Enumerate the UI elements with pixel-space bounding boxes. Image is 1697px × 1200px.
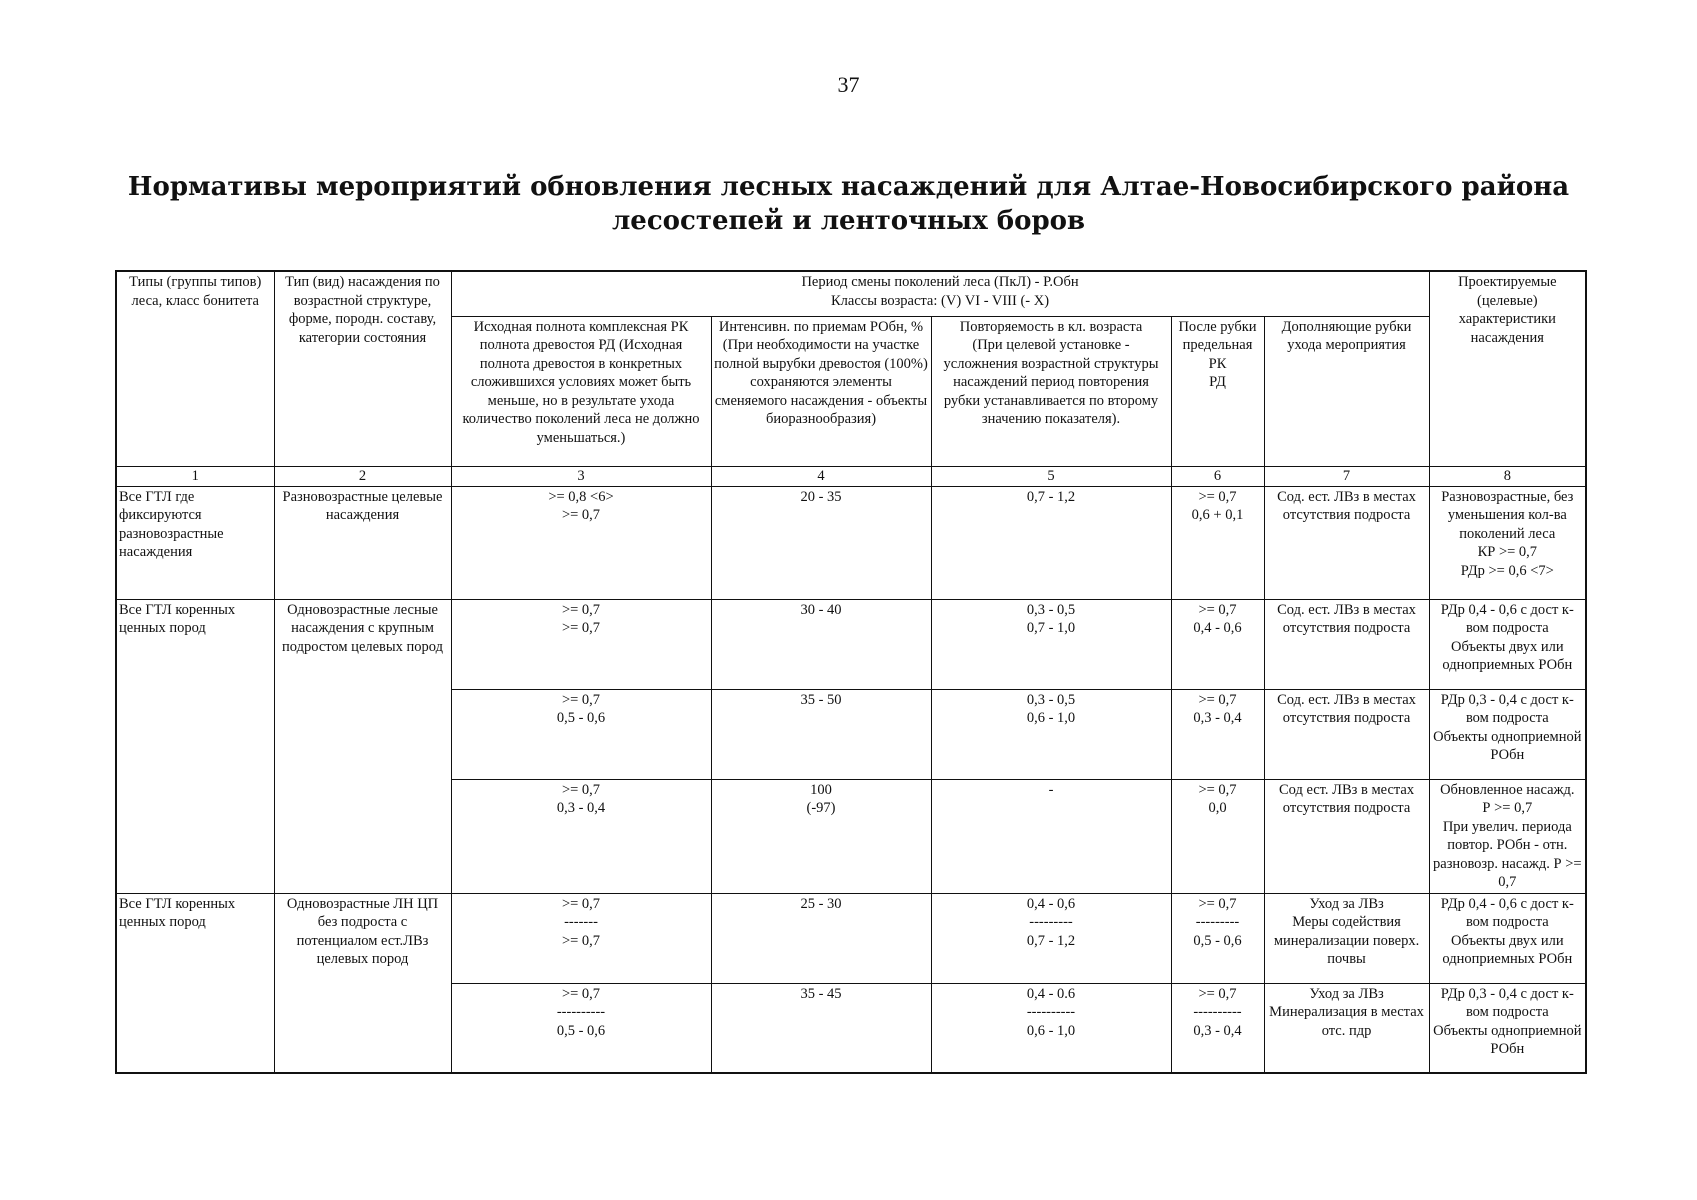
after-cutting-cell: >= 0,7 0,6 + 0,1 [1171, 486, 1264, 599]
forest-type-cell: Все ГТЛ где фиксируются разновозрастные насаждения [116, 486, 274, 599]
after-cutting-cell: >= 0,7 --------- 0,5 - 0,6 [1171, 893, 1264, 983]
after-cutting-cell: >= 0,7 0,4 - 0,6 [1171, 599, 1264, 689]
column-number: 1 [116, 466, 274, 486]
title-line-2: лесостепей и ленточных боров [611, 206, 1086, 236]
after-cutting-cell: >= 0,7 ---------- 0,3 - 0,4 [1171, 983, 1264, 1073]
header-after-cutting: После рубки предельная РК РД [1171, 316, 1264, 466]
repeatability-cell: 0,3 - 0,5 0,6 - 1,0 [931, 689, 1171, 779]
intensity-cell: 35 - 50 [711, 689, 931, 779]
table-row [116, 486, 1586, 599]
initial-density-cell: >= 0,7 0,5 - 0,6 [451, 689, 711, 779]
target-cell: Разновозрастные, без уменьшения кол-ва поколений леса КР >= 0,7 РДр >= 0,6 <7> [1429, 486, 1586, 599]
measures-cell: Сод. ест. ЛВз в местах отсутствия подроста [1264, 486, 1429, 599]
intensity-cell: 20 - 35 [711, 486, 931, 599]
target-cell: РДр 0,4 - 0,6 с дост к-вом подроста Объекты двух или одноприемных РОбн [1429, 599, 1586, 689]
column-number: 2 [274, 466, 451, 486]
measures-cell: Сод. ест. ЛВз в местах отсутствия подроста [1264, 599, 1429, 689]
target-cell: РДр 0,4 - 0,6 с дост к-вом подроста Объекты двух или одноприемных РОбн [1429, 893, 1586, 983]
page-number: 37 [837, 72, 860, 97]
table-row [116, 893, 1586, 983]
measures-cell: Уход за ЛВз Минерализация в местах отс. пдр [1264, 983, 1429, 1073]
forest-type-cell: Все ГТЛ коренных ценных пород [116, 599, 274, 893]
header-stand-type: Тип (вид) насаждения по возрастной структуре, форме, породн. составу, категории состояния [274, 271, 451, 466]
initial-density-cell: >= 0,7 0,3 - 0,4 [451, 779, 711, 893]
title-line-1: Нормативы мероприятий обновления лесных насаждений для Алтае-Новосибирского района [127, 172, 1570, 202]
target-cell: Обновленное насажд. Р >= 0,7 При увелич. периода повтор. РОбн - отн. разновозр. насажд. Р >= 0,7 [1429, 779, 1586, 893]
initial-density-cell: >= 0,7 ------- >= 0,7 [451, 893, 711, 983]
column-number: 6 [1171, 466, 1264, 486]
header-supplementary-measures: Дополняющие рубки ухода мероприятия [1264, 316, 1429, 466]
column-number: 5 [931, 466, 1171, 486]
repeatability-cell: 0,3 - 0,5 0,7 - 1,0 [931, 599, 1171, 689]
after-cutting-cell: >= 0,7 0,3 - 0,4 [1171, 689, 1264, 779]
initial-density-cell: >= 0,7 >= 0,7 [451, 599, 711, 689]
repeatability-cell: - [931, 779, 1171, 893]
column-number: 7 [1264, 466, 1429, 486]
header-forest-type: Типы (группы типов) леса, класс бонитета [116, 271, 274, 466]
measures-cell: Сод ест. ЛВз в местах отсутствия подроста [1264, 779, 1429, 893]
initial-density-cell: >= 0,8 <6> >= 0,7 [451, 486, 711, 599]
repeatability-cell: 0,7 - 1,2 [931, 486, 1171, 599]
intensity-cell: 30 - 40 [711, 599, 931, 689]
header-intensity: Интенсивн. по приемам РОбн, % (При необходимости на участке полной вырубки древостоя (100%) сохраняются элементы сменяемого насаждения - объекты биоразнообразия) [711, 316, 931, 466]
column-number: 4 [711, 466, 931, 486]
repeatability-cell: 0,4 - 0.6 ---------- 0,6 - 1,0 [931, 983, 1171, 1073]
initial-density-cell: >= 0,7 ---------- 0,5 - 0,6 [451, 983, 711, 1073]
measures-cell: Сод. ест. ЛВз в местах отсутствия подроста [1264, 689, 1429, 779]
stand-type-cell: Разновозрастные целевые насаждения [274, 486, 451, 599]
after-cutting-cell: >= 0,7 0,0 [1171, 779, 1264, 893]
target-cell: РДр 0,3 - 0,4 с дост к-вом подроста Объекты одноприемной РОбн [1429, 983, 1586, 1073]
intensity-cell: 25 - 30 [711, 893, 931, 983]
column-number: 3 [451, 466, 711, 486]
measures-cell: Уход за ЛВз Меры содействия минерализации поверх. почвы [1264, 893, 1429, 983]
header-period: Период смены поколений леса (ПкЛ) - Р.Обн Классы возраста: (V) VI - VIII (- X) [451, 271, 1429, 316]
table-row [116, 599, 1586, 689]
forest-type-cell: Все ГТЛ коренных ценных пород [116, 893, 274, 1073]
intensity-cell: 100 (-97) [711, 779, 931, 893]
document-title [0, 170, 1697, 238]
repeatability-cell: 0,4 - 0,6 --------- 0,7 - 1,2 [931, 893, 1171, 983]
stand-type-cell: Одновозрастные лесные насаждения с крупным подростом целевых пород [274, 599, 451, 893]
stand-type-cell: Одновозрастные ЛН ЦП без подроста с потенциалом ест.ЛВз целевых пород [274, 893, 451, 1073]
norms-table [115, 270, 1587, 1074]
target-cell: РДр 0,3 - 0,4 с дост к-вом подроста Объекты одноприемной РОбн [1429, 689, 1586, 779]
header-target-characteristics: Проектируемые (целевые) характеристики насаждения [1429, 271, 1586, 466]
header-initial-density: Исходная полнота комплексная РК полнота древостоя РД (Исходная полнота древостоя в конкретных сложившихся условиях может быть меньше, но в результате ухода количество поколений леса не должно уменьшаться.) [451, 316, 711, 466]
column-number: 8 [1429, 466, 1586, 486]
intensity-cell: 35 - 45 [711, 983, 931, 1073]
header-repeatability: Повторяемость в кл. возраста (При целевой установке - усложнения возрастной структуры насаждений период повторения рубки устанавливается по второму значению показателя). [931, 316, 1171, 466]
